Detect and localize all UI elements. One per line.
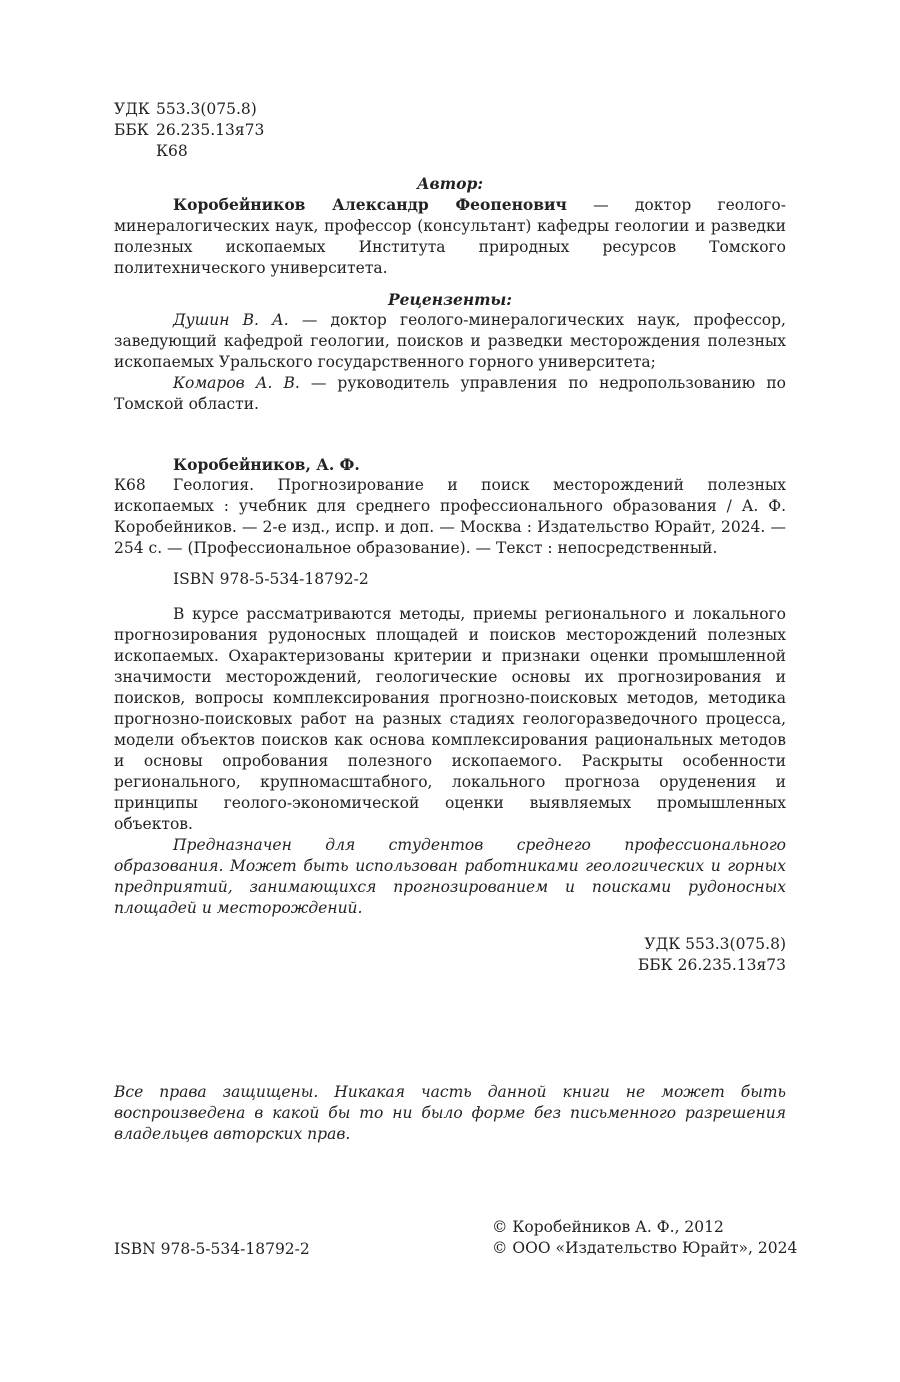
bottom-bbk: ББК 26.235.13я73 <box>637 956 786 974</box>
annotation-section <box>114 604 786 919</box>
bottom-codes <box>114 934 786 976</box>
rights-notice: Все права защищены. Никакая часть данной книги не может быть воспроизведена в какой бы то ни было форме без письменного разрешения владельцев авторских прав. <box>114 1083 786 1143</box>
udk-label: УДК <box>114 100 150 118</box>
author-name: Коробейников Александр Феопенович <box>173 195 567 214</box>
reviewers-heading: Рецензенты: <box>387 290 513 309</box>
copyright-publisher: © ООО «Издательство Юрайт», 2024 <box>492 1239 798 1257</box>
footer-copyrights <box>492 1217 797 1259</box>
bbk-row <box>114 120 264 141</box>
bbk-value: 26.235.13я73 <box>156 121 265 139</box>
bbk-label: ББК <box>114 121 149 139</box>
author-paragraph <box>114 194 786 279</box>
author-heading: Автор: <box>416 174 484 193</box>
classification-codes <box>114 99 264 162</box>
author-mark: К68 <box>156 142 188 160</box>
reviewers-section <box>114 289 786 415</box>
catalog-section <box>114 454 786 590</box>
author-description: — доктор геолого-минералогических наук, профессор (консультант) кафедры геологии и разведки полезных ископаемых Института природных ресурсов Томского политехнического университета. <box>114 196 786 277</box>
reviewer-2-description: — руководитель управления по недропользованию по Томской области. <box>114 374 786 413</box>
catalog-isbn: ISBN 978-5-534-18792-2 <box>173 570 369 588</box>
author-section <box>114 173 786 279</box>
bottom-udk: УДК 553.3(075.8) <box>644 935 786 953</box>
footer-isbn: ISBN 978-5-534-18792-2 <box>114 1240 310 1258</box>
catalog-heading: Коробейников, А. Ф. <box>173 455 360 474</box>
udk-value: 553.3(075.8) <box>156 100 257 118</box>
reviewer-1-name: Душин В. А. <box>173 311 289 329</box>
annotation-audience: Предназначен для студентов среднего профессионального образования. Может быть использован работниками геологических и горных предприятий, занимающихся прогнозированием и поисками рудоносных площадей и месторождений. <box>114 836 786 917</box>
reviewer-2 <box>114 373 786 415</box>
udk-row <box>114 99 264 120</box>
reviewer-2-name: Комаров А. В. <box>173 374 300 392</box>
reviewer-1-description: — доктор геолого-минералогических наук, профессор, заведующий кафедрой геологии, поисков и разведки месторождения полезных ископаемых Уральского государственного горного университета; <box>114 311 786 371</box>
copyright-author: © Коробейников А. Ф., 2012 <box>492 1218 724 1236</box>
reviewer-1 <box>114 310 786 373</box>
catalog-mark: К68 <box>114 476 146 494</box>
catalog-description: Геология. Прогнозирование и поиск месторождений полезных ископаемых : учебник для среднего профессионального образования / А. Ф. Коробейников. — 2-е изд., испр. и доп. — Москва : Издательство Юрайт, 2024. — 254 с. — (Профессиональное образование). — Текст : непосредственный. <box>114 476 786 557</box>
annotation-main: В курсе рассматриваются методы, приемы регионального и локального прогнозирования рудоносных площадей и поисков месторождений полезных ископаемых. Охарактеризованы критерии и признаки оценки промышленной значимости месторождений, геологические основы их прогнозирования и поисков, вопросы комплексирования прогнозно-поисковых методов, методика прогнозно-поисковых работ на разных стадиях геологоразведочного процесса, модели объектов поисков как основа комплексирования рациональных методов и основы опробования полезного ископаемого. Раскрыты особенности регионального, крупномасштабного, локального прогноза оруденения и принципы геолого-экономической оценки выявляемых промышленных объектов. <box>114 605 786 833</box>
